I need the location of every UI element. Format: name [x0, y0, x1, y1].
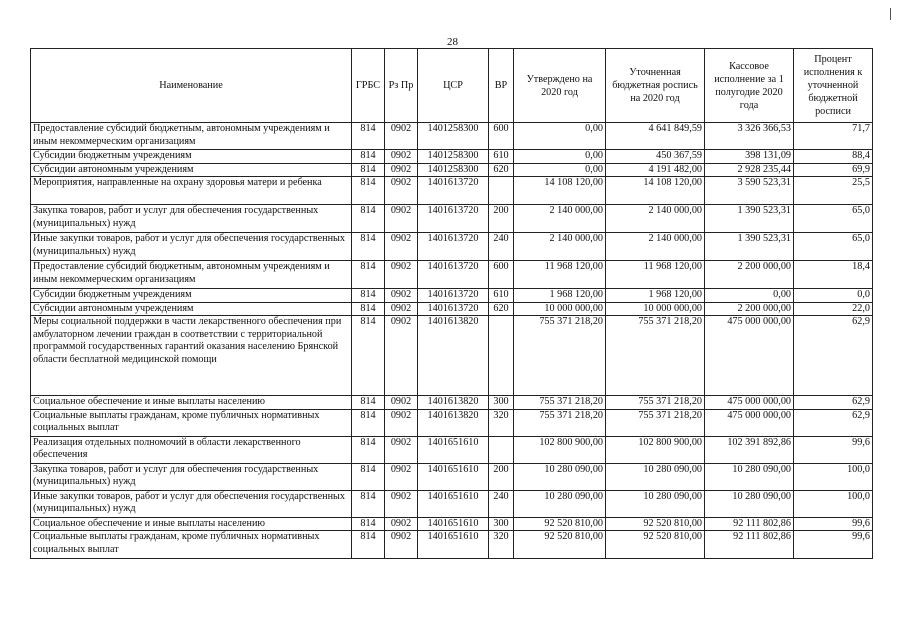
- cell-approved: 102 800 900,00: [514, 436, 606, 463]
- table-row: [31, 302, 873, 316]
- table-row: [31, 150, 873, 164]
- cell-csr: 1401613820: [418, 409, 489, 436]
- cell-cash: 475 000 000,00: [705, 316, 794, 396]
- col-header-grbs: ГРБС: [352, 49, 385, 123]
- cell-cash: 3 590 523,31: [705, 177, 794, 205]
- cell-cash: 0,00: [705, 289, 794, 303]
- cell-grbs: 814: [352, 531, 385, 559]
- cell-vr: 200: [489, 463, 514, 490]
- cell-name: Мероприятия, направленные на охрану здоровья матери и ребенка: [31, 177, 352, 205]
- cell-refined: 4 191 482,00: [606, 163, 705, 177]
- cell-rzpr: 0902: [385, 302, 418, 316]
- cell-refined: 755 371 218,20: [606, 396, 705, 410]
- cell-refined: 10 280 090,00: [606, 463, 705, 490]
- budget-table: [30, 48, 873, 559]
- cell-approved: 92 520 810,00: [514, 517, 606, 531]
- table-row: [31, 490, 873, 517]
- cell-percent: 65,0: [794, 205, 873, 233]
- cell-grbs: 814: [352, 289, 385, 303]
- col-header-percent: Процент исполнения к уточненной бюджетной росписи: [794, 49, 873, 123]
- cell-refined: 755 371 218,20: [606, 316, 705, 396]
- cell-csr: 1401651610: [418, 490, 489, 517]
- cell-vr: 300: [489, 396, 514, 410]
- cell-name: Субсидии автономным учреждениям: [31, 302, 352, 316]
- table-row: [31, 531, 873, 559]
- cell-rzpr: 0902: [385, 261, 418, 289]
- cell-csr: 1401258300: [418, 163, 489, 177]
- cell-name: Закупка товаров, работ и услуг для обеспечения государственных (муниципальных) нужд: [31, 463, 352, 490]
- table-row: [31, 123, 873, 150]
- cell-refined: 92 520 810,00: [606, 531, 705, 559]
- cell-percent: 18,4: [794, 261, 873, 289]
- cell-rzpr: 0902: [385, 233, 418, 261]
- cell-refined: 11 968 120,00: [606, 261, 705, 289]
- cell-rzpr: 0902: [385, 463, 418, 490]
- cell-grbs: 814: [352, 396, 385, 410]
- cell-cash: 92 111 802,86: [705, 531, 794, 559]
- cell-refined: 450 367,59: [606, 150, 705, 164]
- table-row: [31, 233, 873, 261]
- cell-name: Реализация отдельных полномочий в области лекарственного обеспечения: [31, 436, 352, 463]
- cell-rzpr: 0902: [385, 396, 418, 410]
- cell-vr: 320: [489, 409, 514, 436]
- cell-percent: 62,9: [794, 316, 873, 396]
- cell-rzpr: 0902: [385, 316, 418, 396]
- cell-approved: 755 371 218,20: [514, 396, 606, 410]
- cell-cash: 102 391 892,86: [705, 436, 794, 463]
- cell-grbs: 814: [352, 517, 385, 531]
- cell-refined: 2 140 000,00: [606, 205, 705, 233]
- cell-percent: 65,0: [794, 233, 873, 261]
- cell-rzpr: 0902: [385, 436, 418, 463]
- table-row: [31, 409, 873, 436]
- cell-rzpr: 0902: [385, 289, 418, 303]
- cell-approved: 92 520 810,00: [514, 531, 606, 559]
- cell-approved: 14 108 120,00: [514, 177, 606, 205]
- cell-rzpr: 0902: [385, 205, 418, 233]
- col-header-rzpr: Рз Пр: [385, 49, 418, 123]
- cell-cash: 92 111 802,86: [705, 517, 794, 531]
- cell-name: Социальные выплаты гражданам, кроме публичных нормативных социальных выплат: [31, 409, 352, 436]
- table-row: [31, 177, 873, 205]
- cell-vr: 610: [489, 150, 514, 164]
- cell-csr: 1401651610: [418, 436, 489, 463]
- cell-approved: 11 968 120,00: [514, 261, 606, 289]
- cell-grbs: 814: [352, 490, 385, 517]
- cell-rzpr: 0902: [385, 517, 418, 531]
- cell-cash: 2 928 235,44: [705, 163, 794, 177]
- cell-csr: 1401613820: [418, 316, 489, 396]
- col-header-approved: Утверждено на 2020 год: [514, 49, 606, 123]
- cell-refined: 10 280 090,00: [606, 490, 705, 517]
- cell-percent: 62,9: [794, 409, 873, 436]
- cell-name: Социальные выплаты гражданам, кроме публичных нормативных социальных выплат: [31, 531, 352, 559]
- table-row: [31, 163, 873, 177]
- table-row: [31, 396, 873, 410]
- cell-vr: 300: [489, 517, 514, 531]
- cell-vr: 200: [489, 205, 514, 233]
- cell-cash: 475 000 000,00: [705, 409, 794, 436]
- cell-approved: 1 968 120,00: [514, 289, 606, 303]
- cell-rzpr: 0902: [385, 123, 418, 150]
- cell-rzpr: 0902: [385, 163, 418, 177]
- cell-name: Предоставление субсидий бюджетным, автономным учреждениям и иным некоммерческим организациям: [31, 261, 352, 289]
- cell-name: Меры социальной поддержки в части лекарственного обеспечения при амбулаторном лечении граждан в соответствии с территориальной программой государственных гарантий оказания населению Брянской области бесплатной медицинской помощи: [31, 316, 352, 396]
- cell-rzpr: 0902: [385, 490, 418, 517]
- cell-csr: 1401258300: [418, 150, 489, 164]
- cell-vr: 610: [489, 289, 514, 303]
- cell-grbs: 814: [352, 302, 385, 316]
- cell-name: Социальное обеспечение и иные выплаты населению: [31, 396, 352, 410]
- cell-grbs: 814: [352, 436, 385, 463]
- cell-cash: 398 131,09: [705, 150, 794, 164]
- cell-name: Социальное обеспечение и иные выплаты населению: [31, 517, 352, 531]
- cell-vr: 620: [489, 163, 514, 177]
- cell-csr: 1401651610: [418, 463, 489, 490]
- cell-grbs: 814: [352, 233, 385, 261]
- cell-percent: 99,6: [794, 436, 873, 463]
- cell-approved: 10 280 090,00: [514, 463, 606, 490]
- cell-percent: 25,5: [794, 177, 873, 205]
- cell-cash: 2 200 000,00: [705, 302, 794, 316]
- table-row: [31, 517, 873, 531]
- col-header-cash: Кассовое исполнение за 1 полугодие 2020 года: [705, 49, 794, 123]
- cell-grbs: 814: [352, 205, 385, 233]
- cell-rzpr: 0902: [385, 150, 418, 164]
- cell-percent: 99,6: [794, 531, 873, 559]
- cell-refined: 92 520 810,00: [606, 517, 705, 531]
- cell-refined: 102 800 900,00: [606, 436, 705, 463]
- cell-name: Субсидии бюджетным учреждениям: [31, 289, 352, 303]
- cell-percent: 100,0: [794, 463, 873, 490]
- cell-approved: 755 371 218,20: [514, 409, 606, 436]
- cell-name: Иные закупки товаров, работ и услуг для обеспечения государственных (муниципальных) нужд: [31, 233, 352, 261]
- cell-csr: 1401613720: [418, 302, 489, 316]
- cell-percent: 100,0: [794, 490, 873, 517]
- cell-grbs: 814: [352, 163, 385, 177]
- cell-percent: 22,0: [794, 302, 873, 316]
- table-row: [31, 289, 873, 303]
- cell-vr: 600: [489, 261, 514, 289]
- cell-vr: 240: [489, 490, 514, 517]
- cell-cash: 2 200 000,00: [705, 261, 794, 289]
- cell-percent: 99,6: [794, 517, 873, 531]
- cell-grbs: 814: [352, 123, 385, 150]
- cell-approved: 2 140 000,00: [514, 205, 606, 233]
- cell-name: Субсидии бюджетным учреждениям: [31, 150, 352, 164]
- cell-grbs: 814: [352, 177, 385, 205]
- cell-vr: 320: [489, 531, 514, 559]
- cell-cash: 10 280 090,00: [705, 490, 794, 517]
- cell-grbs: 814: [352, 463, 385, 490]
- cell-csr: 1401613720: [418, 205, 489, 233]
- cell-refined: 4 641 849,59: [606, 123, 705, 150]
- cell-cash: 1 390 523,31: [705, 233, 794, 261]
- col-header-vr: ВР: [489, 49, 514, 123]
- cell-vr: 620: [489, 302, 514, 316]
- cell-percent: 88,4: [794, 150, 873, 164]
- table-row: [31, 436, 873, 463]
- cell-csr: 1401613720: [418, 261, 489, 289]
- header-row: [31, 49, 873, 123]
- page-number: 28: [447, 36, 458, 48]
- cell-vr: 600: [489, 123, 514, 150]
- cell-refined: 14 108 120,00: [606, 177, 705, 205]
- cell-csr: 1401651610: [418, 531, 489, 559]
- cell-percent: 69,9: [794, 163, 873, 177]
- col-header-name: Наименование: [31, 49, 352, 123]
- cell-vr: [489, 436, 514, 463]
- table-body: [31, 123, 873, 559]
- cell-percent: 71,7: [794, 123, 873, 150]
- cell-cash: 1 390 523,31: [705, 205, 794, 233]
- cell-approved: 0,00: [514, 123, 606, 150]
- cell-grbs: 814: [352, 150, 385, 164]
- cell-rzpr: 0902: [385, 177, 418, 205]
- cell-cash: 10 280 090,00: [705, 463, 794, 490]
- cell-csr: 1401613820: [418, 396, 489, 410]
- table-row: [31, 261, 873, 289]
- cell-rzpr: 0902: [385, 409, 418, 436]
- cell-name: Иные закупки товаров, работ и услуг для обеспечения государственных (муниципальных) нужд: [31, 490, 352, 517]
- table-row: [31, 463, 873, 490]
- col-header-csr: ЦСР: [418, 49, 489, 123]
- cell-refined: 2 140 000,00: [606, 233, 705, 261]
- margin-mark: [890, 8, 891, 20]
- cell-refined: 10 000 000,00: [606, 302, 705, 316]
- cell-vr: 240: [489, 233, 514, 261]
- cell-approved: 0,00: [514, 163, 606, 177]
- cell-refined: 755 371 218,20: [606, 409, 705, 436]
- cell-approved: 10 280 090,00: [514, 490, 606, 517]
- cell-name: Предоставление субсидий бюджетным, автономным учреждениям и иным некоммерческим организациям: [31, 123, 352, 150]
- cell-cash: 3 326 366,53: [705, 123, 794, 150]
- cell-rzpr: 0902: [385, 531, 418, 559]
- cell-csr: 1401651610: [418, 517, 489, 531]
- cell-approved: 0,00: [514, 150, 606, 164]
- cell-csr: 1401613720: [418, 177, 489, 205]
- cell-vr: [489, 177, 514, 205]
- cell-grbs: 814: [352, 409, 385, 436]
- cell-cash: 475 000 000,00: [705, 396, 794, 410]
- cell-approved: 755 371 218,20: [514, 316, 606, 396]
- cell-vr: [489, 316, 514, 396]
- table-row: [31, 205, 873, 233]
- cell-percent: 0,0: [794, 289, 873, 303]
- cell-grbs: 814: [352, 316, 385, 396]
- cell-name: Закупка товаров, работ и услуг для обеспечения государственных (муниципальных) нужд: [31, 205, 352, 233]
- cell-refined: 1 968 120,00: [606, 289, 705, 303]
- cell-csr: 1401613720: [418, 289, 489, 303]
- table-row: [31, 316, 873, 396]
- cell-csr: 1401613720: [418, 233, 489, 261]
- cell-approved: 10 000 000,00: [514, 302, 606, 316]
- cell-csr: 1401258300: [418, 123, 489, 150]
- cell-percent: 62,9: [794, 396, 873, 410]
- cell-name: Субсидии автономным учреждениям: [31, 163, 352, 177]
- cell-approved: 2 140 000,00: [514, 233, 606, 261]
- cell-grbs: 814: [352, 261, 385, 289]
- col-header-refined: Уточненная бюджетная роспись на 2020 год: [606, 49, 705, 123]
